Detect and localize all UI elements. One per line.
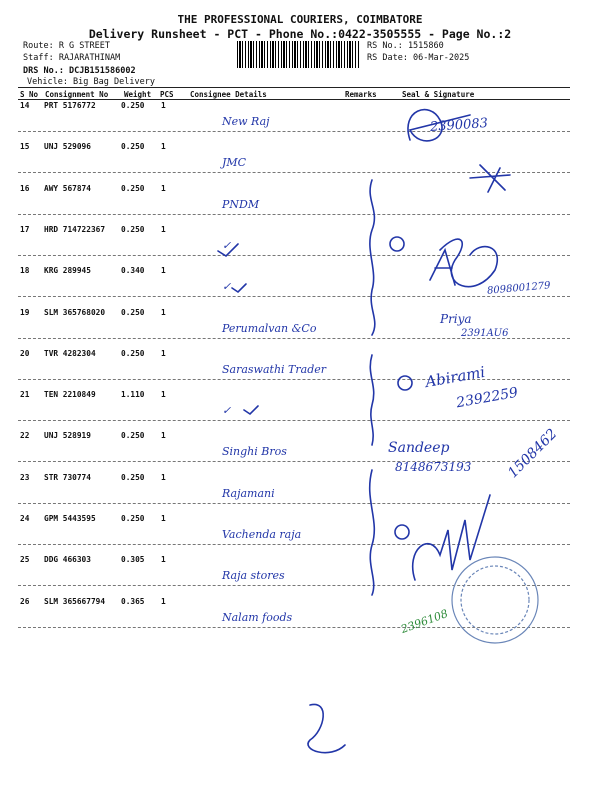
row-wt: 0.250 — [121, 348, 145, 358]
row-pcs: 1 — [161, 142, 166, 152]
consignee-handwriting: ✓ — [222, 404, 232, 418]
row-cn: GPM 5443595 — [44, 514, 96, 523]
row-sno: 23 — [20, 472, 30, 482]
document-title: THE PROFESSIONAL COURIERS, COIMBATORE — [177, 13, 423, 26]
signature-scribble-15 — [470, 165, 510, 192]
route-label: Route: R G STREET — [23, 41, 110, 51]
mark-circle-1 — [390, 237, 404, 251]
row-cn: AWY 567874 — [44, 183, 91, 193]
staff-label: Staff: RAJARATHINAM — [23, 53, 121, 63]
row-wt: 0.250 — [121, 307, 145, 317]
signature-text-5: Abirami — [423, 362, 487, 392]
col-sno: S No — [20, 90, 39, 99]
consignee-handwriting: Nalam foods — [222, 610, 293, 624]
bracket-3 — [370, 470, 375, 595]
bracket-1 — [370, 180, 375, 335]
vehicle-label: Vehicle: Big Bag Delivery — [27, 77, 155, 87]
signature-text-10: 2396108 — [399, 607, 450, 636]
signature-text-4: 2391AU6 — [461, 328, 509, 339]
row-wt: 0.305 — [121, 555, 145, 565]
consignee-handwriting: PNDM — [222, 197, 260, 211]
row-sno: 22 — [20, 431, 30, 441]
row-wt: 0.250 — [121, 472, 145, 482]
signature-text-9: 1508462 — [505, 425, 561, 482]
rs-date: RS Date: 06-Mar-2025 — [367, 53, 470, 63]
row-sno: 18 — [20, 266, 30, 276]
company-seal-stamp — [452, 557, 538, 643]
signature-text-7: Sandeep — [388, 440, 450, 456]
row-cn: KRG 289945 — [44, 266, 91, 276]
consignee-handwriting: Vachenda raja — [222, 528, 302, 541]
row-wt: 0.250 — [121, 514, 145, 523]
row-sno: 21 — [20, 390, 30, 400]
mark-circle-2 — [398, 376, 412, 390]
row-wt: 0.340 — [121, 266, 145, 276]
signature-text-8: 8148673193 — [395, 460, 472, 474]
consignee-handwriting: ✓ — [222, 238, 232, 252]
tick-21 — [244, 406, 258, 414]
document-subtitle: Delivery Runsheet - PCT - Phone No.:0422-3505555 - Page No.:2 — [88, 27, 512, 41]
col-pcs: PCS — [160, 90, 174, 99]
row-cn: TEN 2210849 — [44, 390, 96, 400]
consignee-handwriting: New Raj — [222, 115, 270, 128]
row-cn: SLM 365667794 — [44, 596, 106, 606]
row-sno: 24 — [20, 514, 30, 523]
row-wt: 1.110 — [121, 390, 145, 400]
signature-text-3: Priya — [440, 312, 472, 326]
row-pcs: 1 — [161, 183, 166, 193]
bottom-scribble — [308, 704, 345, 752]
consignee-handwriting: Raja stores — [222, 569, 285, 583]
row-wt: 0.250 — [121, 183, 145, 193]
row-pcs: 1 — [161, 101, 166, 110]
tick-18 — [232, 284, 246, 292]
row-sno: 15 — [20, 142, 30, 152]
row-pcs: 1 — [161, 431, 166, 441]
col-signature: Seal & Signature — [402, 90, 475, 99]
row-sno: 26 — [20, 596, 30, 606]
signature-text-1: 2390083 — [429, 115, 489, 136]
row-sno: 14 — [20, 101, 30, 110]
row-pcs: 1 — [161, 596, 166, 606]
row-pcs: 1 — [161, 266, 166, 276]
col-weight: Weight — [124, 90, 152, 99]
bracket-2 — [370, 355, 373, 445]
row-pcs: 1 — [161, 472, 166, 482]
consignee-handwriting: Rajamani — [222, 486, 275, 500]
signature-scribble-24 — [413, 495, 490, 580]
row-wt: 0.250 — [121, 101, 145, 110]
row-cn: SLM 365768020 — [44, 307, 106, 317]
row-cn: UNJ 528919 — [44, 431, 91, 441]
row-sno: 19 — [20, 307, 30, 317]
drs-number: DRS No.: DCJB151586002 — [23, 66, 136, 76]
consignee-handwriting: Perumalvan &Co — [222, 321, 317, 335]
col-consignment: Consignment No — [45, 90, 109, 99]
row-cn: TVR 4282304 — [44, 348, 96, 358]
row-cn: DDG 466303 — [44, 555, 91, 565]
signature-text-6: 2392259 — [455, 384, 520, 412]
col-consignee: Consignee Details — [190, 90, 267, 99]
row-wt: 0.365 — [121, 596, 145, 606]
tick-17 — [218, 244, 238, 256]
row-pcs: 1 — [161, 348, 166, 358]
col-remarks: Remarks — [345, 90, 377, 99]
row-pcs: 1 — [161, 307, 166, 317]
rs-number: RS No.: 1515860 — [367, 41, 444, 51]
row-cn: PRT 5176772 — [44, 101, 96, 110]
mark-circle-3 — [395, 525, 409, 539]
consignee-handwriting: JMC — [222, 156, 247, 170]
row-cn: HRD 714722367 — [44, 224, 106, 234]
row-pcs: 1 — [161, 555, 166, 565]
row-wt: 0.250 — [121, 431, 145, 441]
row-wt: 0.250 — [121, 224, 145, 234]
row-sno: 16 — [20, 183, 30, 193]
row-sno: 17 — [20, 224, 30, 234]
consignee-handwriting: Singhi Bros — [222, 445, 287, 459]
row-sno: 20 — [20, 348, 30, 358]
consignee-handwriting: ✓ — [222, 280, 232, 294]
row-cn: UNJ 529096 — [44, 142, 91, 152]
row-cn: STR 730774 — [44, 472, 91, 482]
row-pcs: 1 — [161, 224, 166, 234]
signature-text-2: 8098001279 — [486, 280, 551, 297]
signature-scribble-18 — [430, 250, 455, 285]
row-wt: 0.250 — [121, 142, 145, 152]
consignee-handwriting: Saraswathi Trader — [222, 362, 327, 376]
row-sno: 25 — [20, 555, 30, 565]
row-pcs: 1 — [161, 514, 166, 523]
row-pcs: 1 — [161, 390, 166, 400]
